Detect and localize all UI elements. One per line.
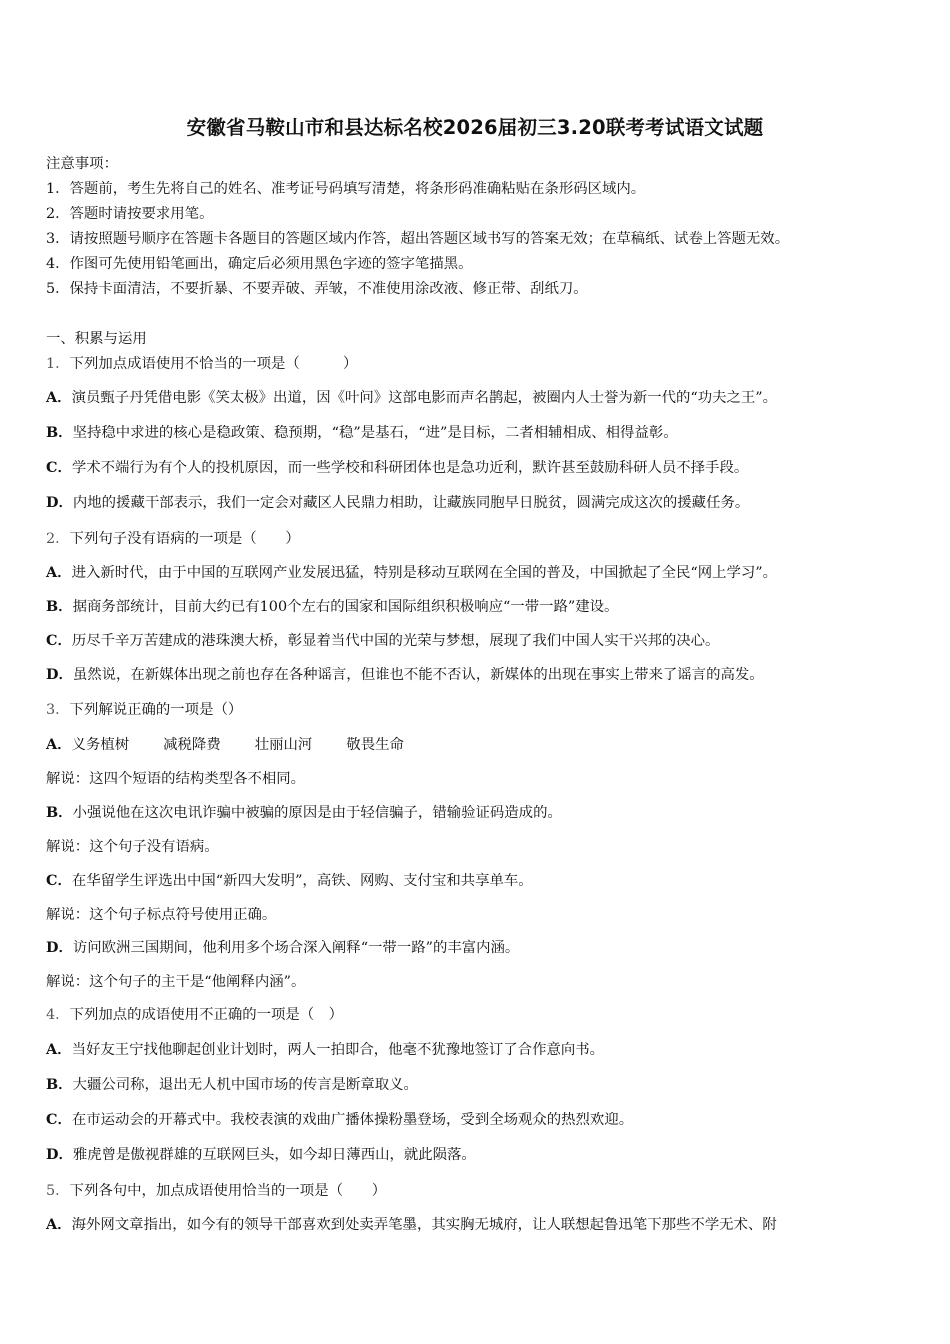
question-stem: 下列句子没有语病的一项是（ ） [69,531,300,547]
explanation: 解说：这个句子没有语病。 [46,839,219,855]
question-stem: 下列加点成语使用不恰当的一项是（ ） [69,356,358,372]
option-label: B． [46,804,73,821]
option-a [46,1213,777,1234]
question-number: 3． [46,702,70,718]
option-a [46,1038,604,1059]
option-text: 历尽千辛万苦建成的港珠澳大桥，彰显着当代中国的光荣与梦想，展现了我们中国人实干兴邦的决心。 [71,633,720,649]
phrase: 义务植树 [71,737,130,753]
option-text: 虽然说，在新媒体出现之前也存在各种谣言，但谁也不能不否认，新媒体的出现在事实上带来了谣言的高发。 [72,667,764,683]
option-text: 进入新时代，由于中国的互联网产业发展迅猛，特别是移动互联网在全国的普及，中国掀起了全民“网上学习”。 [71,565,778,581]
option-b [46,801,562,822]
option-label: D． [46,494,73,511]
option-label: C． [46,1111,72,1128]
question-4 [46,1003,343,1024]
notice-heading: 注意事项： [46,156,118,172]
question-5 [46,1179,386,1200]
option-text: 在市运动会的开幕式中。我校表演的戏曲广播体操粉墨登场，受到全场观众的热烈欢迎。 [71,1112,634,1128]
option-text: 雅虎曾是傲视群雄的互联网巨头，如今却日薄西山，就此陨落。 [72,1147,476,1163]
explanation: 解说：这个句子标点符号使用正确。 [46,907,277,923]
question-number: 5． [46,1183,70,1199]
option-text: 大疆公司称，退出无人机中国市场的传言是断章取义。 [72,1077,418,1093]
option-c [46,456,748,477]
section-heading: 一、积累与运用 [46,331,147,347]
option-b [46,421,678,442]
option-c [46,629,719,650]
phrase: 壮丽山河 [254,737,313,753]
notice-item: 2．答题时请按要求用笔。 [46,206,214,222]
option-label: C． [46,632,72,649]
question-number: 2． [46,531,70,547]
explanation: 解说：这个句子的主干是“他阐释内涵”。 [46,974,306,990]
option-label: A． [46,736,72,753]
question-number: 1． [46,356,70,372]
option-label: B． [46,424,73,441]
notice-item: 1．答题前，考生先将自己的姓名、准考证号码填写清楚，将条形码准确粘贴在条形码区域内。 [46,181,646,197]
question-stem: 下列加点的成语使用不正确的一项是（ ） [69,1007,343,1023]
option-text: 演员甄子丹凭借电影《笑太极》出道，因《叶问》这部电影而声名鹊起，被圈内人士誉为新一代的“功夫之王”。 [71,390,778,406]
option-label: D． [46,1146,73,1163]
option-d [46,491,749,512]
explanation: 解说：这四个短语的结构类型各不相同。 [46,771,306,787]
option-text: 学术不端行为有个人的投机原因，而一些学校和科研团体也是急功近利，默许甚至鼓励科研人员不择手段。 [71,460,749,476]
notice-item: 4．作图可先使用铅笔画出，确定后必须用黑色字迹的签字笔描黑。 [46,256,473,272]
question-stem: 下列各句中，加点成语使用恰当的一项是（ ） [69,1183,387,1199]
option-b [46,595,618,616]
option-label: D． [46,939,73,956]
option-d [46,663,764,684]
question-3 [46,698,242,719]
question-2 [46,527,300,548]
question-stem: 下列解说正确的一项是（） [69,702,243,718]
option-label: A． [46,1041,72,1058]
option-c [46,1108,633,1129]
question-1 [46,352,357,373]
notice-item: 3．请按照题号顺序在答题卡各题目的答题区域内作答，超出答题区域书写的答案无效；在草稿纸、试卷上答题无效。 [46,231,790,247]
option-label: D． [46,666,73,683]
option-label: B． [46,598,73,615]
option-text: 在华留学生评选出中国“新四大发明”，高铁、网购、支付宝和共享单车。 [71,873,533,889]
option-a [46,386,777,407]
option-b [46,1073,418,1094]
option-d [46,936,519,957]
option-label: A． [46,1216,72,1233]
option-label: C． [46,872,72,889]
option-label: A． [46,389,72,406]
option-text: 内地的援藏干部表示，我们一定会对藏区人民鼎力相助，让藏族同胞早日脱贫，圆满完成这次的援藏任务。 [72,495,750,511]
page-title: 安徽省马鞍山市和县达标名校2026届初三3.20联考考试语文试题 [186,116,764,139]
phrase: 敬畏生命 [346,737,404,753]
option-text: 访问欧洲三国期间，他利用多个场合深入阐释“一带一路”的丰富内涵。 [72,940,520,956]
option-label: A． [46,564,72,581]
option-text: 据商务部统计，目前大约已有100个左右的国家和国际组织积极响应“一带一路”建设。 [72,599,619,615]
option-text: 小强说他在这次电讯诈骗中被骗的原因是由于轻信骗子，错输验证码造成的。 [72,805,562,821]
option-c [46,869,533,890]
option-text: 海外网文章指出，如今有的领导干部喜欢到处卖弄笔墨，其实胸无城府，让人联想起鲁迅笔下那些不学无术、附 [71,1217,777,1233]
option-a [46,733,404,754]
phrase: 减税降费 [163,737,221,753]
option-d [46,1143,476,1164]
question-number: 4． [46,1007,70,1023]
option-label: C． [46,459,72,476]
option-a [46,561,777,582]
option-text: 当好友王宁找他聊起创业计划时，两人一拍即合，他毫不犹豫地签订了合作意向书。 [71,1042,605,1058]
option-text: 坚持稳中求进的核心是稳政策、稳预期，“稳”是基石，“进”是目标，二者相辅相成、相得益彰。 [72,425,678,441]
option-label: B． [46,1076,73,1093]
notice-item: 5．保持卡面清洁，不要折暴、不要弄破、弄皱，不准使用涂改液、修正带、刮纸刀。 [46,281,588,297]
